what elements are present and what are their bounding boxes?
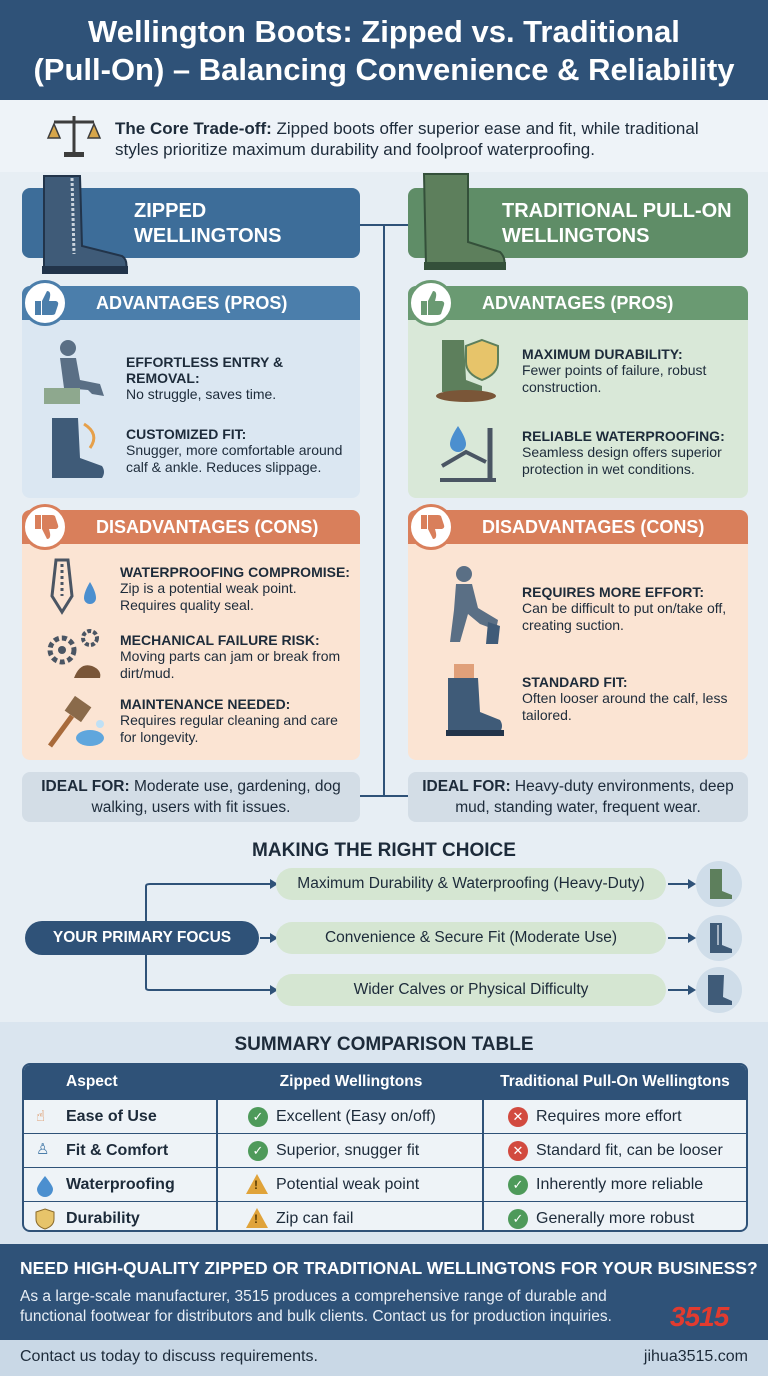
zipped-con-3 (120, 696, 356, 746)
row-aspect: Ease of Use (66, 1108, 157, 1125)
green-boot-icon (696, 861, 742, 907)
durable-boot-shield-icon (432, 334, 512, 404)
footer-website-link[interactable]: jihua3515.com (643, 1348, 748, 1365)
wide-boot-small-icon (696, 967, 742, 1013)
zipped-ideal-for (22, 772, 360, 822)
row-zipped: Excellent (Easy on/off) (276, 1108, 436, 1125)
primary-focus-pill: YOUR PRIMARY FOCUS (25, 921, 259, 955)
core-tradeoff-label: The Core Trade-off: (115, 119, 272, 138)
traditional-pro-2-desc: Seamless design offers superior protection in wet conditions. (522, 444, 722, 477)
zipped-pros-panel (22, 286, 360, 498)
traditional-pro-2-title: RELIABLE WATERPROOFING: (522, 428, 725, 444)
header-zipped: Zipped Wellingtons (279, 1073, 423, 1090)
traditional-con-2-title: STANDARD FIT: (522, 674, 628, 690)
choice-title: MAKING THE RIGHT CHOICE (252, 840, 516, 861)
header-traditional: Traditional Pull-On Wellingtons (500, 1073, 730, 1090)
row-traditional: Generally more robust (536, 1210, 695, 1227)
core-tradeoff-body: Zipped boots offer superior ease and fit, while traditional styles prioritize maximum durability and foolproof waterproofing. (115, 119, 699, 159)
traditional-con-2 (522, 674, 744, 724)
zipped-pro-2-title: CUSTOMIZED FIT: (126, 426, 247, 442)
traditional-pro-1-title: MAXIMUM DURABILITY: (522, 346, 683, 362)
water-drop-icon (36, 1175, 54, 1197)
traditional-con-1 (522, 584, 744, 634)
zipped-con-3-title: MAINTENANCE NEEDED: (120, 696, 291, 712)
boot-fit-icon (44, 414, 108, 484)
traditional-pro-1-desc: Fewer points of failure, robust construction. (522, 362, 707, 395)
traditional-con-1-desc: Can be difficult to put on/take off, creating suction. (522, 600, 727, 633)
page-title-line1: Wellington Boots: Zipped vs. Traditional (88, 14, 680, 49)
cross-icon: ✕ (508, 1107, 528, 1127)
scale-icon (46, 110, 102, 160)
zipped-cons-band: DISADVANTAGES (CONS) (22, 510, 360, 544)
zipped-ideal-label: IDEAL FOR: (41, 778, 130, 795)
zipped-heading-line2: WELLINGTONS (134, 225, 282, 247)
zipped-boot-icon (30, 174, 130, 276)
zipped-pro-1-title: EFFORTLESS ENTRY & REMOVAL: (126, 354, 284, 386)
waterproof-barrier-icon (436, 422, 506, 484)
traditional-ideal-label: IDEAL FOR: (422, 778, 511, 795)
cta-heading: NEED HIGH-QUALITY ZIPPED OR TRADITIONAL WELLINGTONS FOR YOUR BUSINESS? (20, 1258, 758, 1278)
body-icon: ♙ (36, 1141, 50, 1158)
thumbs-up-icon (22, 280, 68, 326)
struggling-person-icon (438, 564, 508, 648)
zipped-pro-2 (126, 426, 358, 476)
choice-option-moderate-use: Convenience & Secure Fit (Moderate Use) (276, 922, 666, 954)
zipped-cons-panel (22, 510, 360, 760)
traditional-ideal-for (408, 772, 748, 822)
zipped-pro-1 (126, 354, 354, 403)
warning-icon: ! (246, 1174, 268, 1194)
zipped-pro-1-desc: No struggle, saves time. (126, 386, 277, 402)
table-row (24, 1201, 746, 1232)
traditional-con-1-title: REQUIRES MORE EFFORT: (522, 584, 705, 600)
summary-table (22, 1063, 748, 1232)
hand-icon: ☝ (36, 1108, 46, 1125)
traditional-pros-panel (408, 286, 748, 498)
row-zipped: Potential weak point (276, 1176, 420, 1193)
warning-icon: ! (246, 1208, 268, 1228)
row-aspect: Waterproofing (66, 1176, 175, 1193)
summary-title: SUMMARY COMPARISON TABLE (234, 1034, 534, 1055)
sitting-person-icon (40, 336, 110, 408)
table-row (24, 1167, 746, 1201)
standard-boot-icon (440, 662, 506, 738)
brand-logo: 3515 (670, 1301, 729, 1332)
zipper-icon (42, 556, 106, 618)
zipped-con-2-title: MECHANICAL FAILURE RISK: (120, 632, 320, 648)
footer (0, 1340, 768, 1376)
row-traditional: Standard fit, can be looser (536, 1142, 723, 1159)
zipped-con-1 (120, 564, 356, 614)
traditional-cons-band: DISADVANTAGES (CONS) (408, 510, 748, 544)
gears-mud-icon (40, 626, 106, 682)
core-tradeoff-text (115, 118, 745, 160)
traditional-pro-2 (522, 428, 748, 478)
choice-option-wider-calves: Wider Calves or Physical Difficulty (276, 974, 666, 1006)
row-aspect: Fit & Comfort (66, 1142, 169, 1159)
footer-contact: Contact us today to discuss requirements. (20, 1348, 318, 1365)
zipped-ideal-text: Moderate use, gardening, dog walking, users with fit issues. (91, 778, 341, 816)
row-traditional: Inherently more reliable (536, 1176, 704, 1193)
page-header (0, 0, 768, 100)
zipped-con-1-title: WATERPROOFING COMPROMISE: (120, 564, 350, 580)
zipped-boot-small-icon (696, 915, 742, 961)
cta-section (0, 1244, 768, 1340)
traditional-heading-line2: WELLINGTONS (502, 225, 650, 247)
zipped-con-3-desc: Requires regular cleaning and care for longevity. (120, 712, 338, 745)
page-title-line2: (Pull-On) – Balancing Convenience & Reliability (33, 52, 735, 87)
check-icon: ✓ (248, 1107, 268, 1127)
header-aspect: Aspect (66, 1073, 118, 1090)
zipped-heading-line1: ZIPPED (134, 200, 207, 222)
zipped-pro-2-desc: Snugger, more comfortable around calf & ankle. Reduces slippage. (126, 442, 343, 475)
check-icon: ✓ (248, 1141, 268, 1161)
thumbs-up-icon (408, 280, 454, 326)
traditional-ideal-text: Heavy-duty environments, deep mud, standing water, frequent wear. (455, 778, 734, 816)
traditional-pro-1 (522, 346, 744, 396)
thumbs-down-icon (22, 504, 68, 550)
cleaning-brush-icon (42, 690, 108, 752)
traditional-con-2-desc: Often looser around the calf, less tailored. (522, 690, 728, 723)
traditional-cons-panel (408, 510, 748, 760)
check-icon: ✓ (508, 1175, 528, 1195)
traditional-boot-icon (416, 172, 508, 274)
check-icon: ✓ (508, 1209, 528, 1229)
row-zipped: Zip can fail (276, 1210, 354, 1227)
table-row (24, 1099, 746, 1133)
traditional-pros-band: ADVANTAGES (PROS) (408, 286, 748, 320)
cta-text: As a large-scale manufacturer, 3515 produces a comprehensive range of durable and functional footwear for distributors and bulk clients. Contact us for production inquiries. (20, 1288, 612, 1325)
core-tradeoff (0, 100, 768, 172)
zipped-pros-band: ADVANTAGES (PROS) (22, 286, 360, 320)
zipped-con-2-desc: Moving parts can jam or break from dirt/mud. (120, 648, 341, 681)
row-traditional: Requires more effort (536, 1108, 682, 1125)
traditional-heading-line1: TRADITIONAL PULL-ON (502, 200, 732, 222)
zipped-con-1-desc: Zip is a potential weak point. Requires quality seal. (120, 580, 297, 613)
table-row (24, 1133, 746, 1167)
shield-icon (35, 1208, 55, 1230)
row-zipped: Superior, snugger fit (276, 1142, 420, 1159)
row-aspect: Durability (66, 1210, 140, 1227)
cross-icon: ✕ (508, 1141, 528, 1161)
choice-option-heavy-duty: Maximum Durability & Waterproofing (Heavy-Duty) (276, 868, 666, 900)
thumbs-down-icon (408, 504, 454, 550)
zipped-con-2 (120, 632, 356, 682)
